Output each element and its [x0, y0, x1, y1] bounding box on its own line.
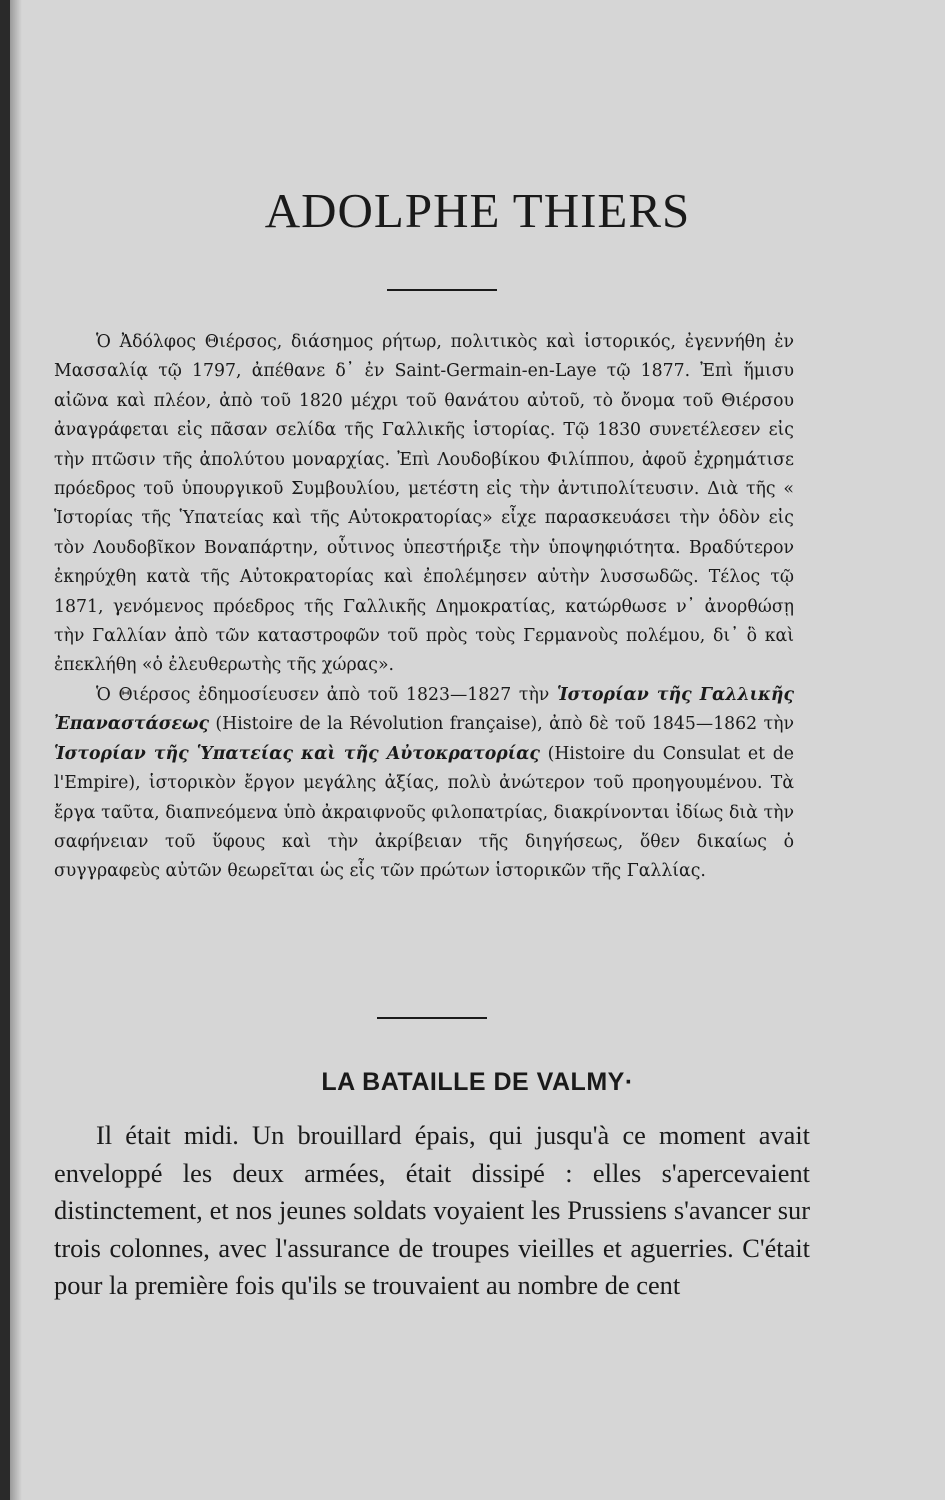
bio-text-b: (Histoire de la Révolution française), ἀπὸ δὲ τοῦ 1845—1862 τὴν [208, 714, 794, 735]
page-title: ADOLPHE THIERS [264, 183, 691, 238]
book-page [10, 0, 945, 1500]
biography-paragraph-1: Ὁ Ἀδόλφος Θιέρσος, διάσημος ρήτωρ, πολιτικὸς καὶ ἱστορικός, ἐγεννήθη ἐν Μασσαλίᾳ τῷ 1797, ἀπέθανε δ᾽ ἐν Saint-Germain-en-Laye τῷ 1877. Ἐπὶ ἥμισυ αἰῶνα καὶ πλέον, ἀπὸ τοῦ 1820 μέχρι τοῦ θανάτου αὐτοῦ, τὸ ὄνομα τοῦ Θιέρσου ἀναγράφεται εἰς πᾶσαν σελίδα τῆς Γαλλικῆς ἱστορίας. Τῷ 1830 συνετέλεσεν εἰς τὴν πτῶσιν τῆς ἀπολύτου μοναρχίας. Ἐπὶ Λουδοβίκου Φιλίππου, ἀφοῦ ἐχρημάτισε πρόεδρος τοῦ ὑπουργικοῦ Συμβουλίου, μετέστη εἰς τὴν ἀντιπολίτευσιν. Διὰ τῆς « Ἱστορίας τῆς Ὑπατείας καὶ τῆς Αὐτοκρατορίας» εἶχε παρασκευάσει τὴν ὁδὸν εἰς τὸν Λουδοβῖκον Βοναπάρτην, οὗτινος ὑπεστήριξε τὴν ὑποψηφιότητα. Βραδύτερον ἐκηρύχθη κατὰ τῆς Αὐτοκρατορίας καὶ ἐπολέμησεν αὐτὴν λυσσωδῶς. Τέλος τῷ 1871, γενόμενος πρόεδρος τῆς Γαλλικῆς Δημοκρατίας, κατώρθωσε ν᾽ ἀνορθώσῃ τὴν Γαλλίαν ἀπὸ τῶν καταστροφῶν τοῦ πρὸς τοὺς Γερμανοὺς πολέμου, δι᾽ ὃ καὶ ἐπεκλήθη «ὁ ἐλευθερωτὴς τῆς χώρας». [54, 332, 794, 676]
section-title: LA BATAILLE DE VALMY· [321, 1068, 634, 1096]
story-paragraph: Il était midi. Un brouillard épais, qui jusqu'à ce moment avait enveloppé les deux armées, était dissipé : elles s'apercevaient distinctement, et nos jeunes soldats voyaient les Prussiens s'avancer sur trois colonnes, avec l'assurance de troupes vieilles et aguerries. C'était pour la première fois qu'ils se trouvaient au nombre de cent [54, 1120, 810, 1301]
bio-work-title-1: Ἱστορίαν τῆς Γαλλικῆς Ἐπαναστάσεως [54, 684, 794, 735]
bio-work-title-2: Ἱστορίαν τῆς Ὑπατείας καὶ τῆς Αὐτοκρατορίας [54, 743, 540, 764]
bio-text-c: (Histoire du Consulat et de l'Empire), ἱστορικὸν ἔργον μεγάλης ἀξίας, πολὺ ἀνώτερον τοῦ προηγουμένου. Τὰ ἔργα ταῦτα, διαπνεόμενα ὑπὸ ἀκραιφνοῦς φιλοπατρίας, διακρίνονται ἰδίως διὰ τὴν σαφήνειαν τοῦ ὕφους καὶ τὴν ἀκρίβειαν τῆς διηγήσεως, ὅθεν δικαίως ὁ συγγραφεὺς αὐτῶν θεωρεῖται ὡς εἷς τῶν πρώτων ἱστορικῶν τῆς Γαλλίας. [54, 743, 794, 882]
biography-section [54, 328, 794, 887]
section-divider [377, 1017, 487, 1019]
bio-text-a: Ὁ Θιέρσος ἐδημοσίευσεν ἀπὸ τοῦ 1823—1827 τὴν [96, 684, 557, 705]
biography-paragraph-2 [54, 681, 794, 887]
title-divider [387, 289, 497, 291]
